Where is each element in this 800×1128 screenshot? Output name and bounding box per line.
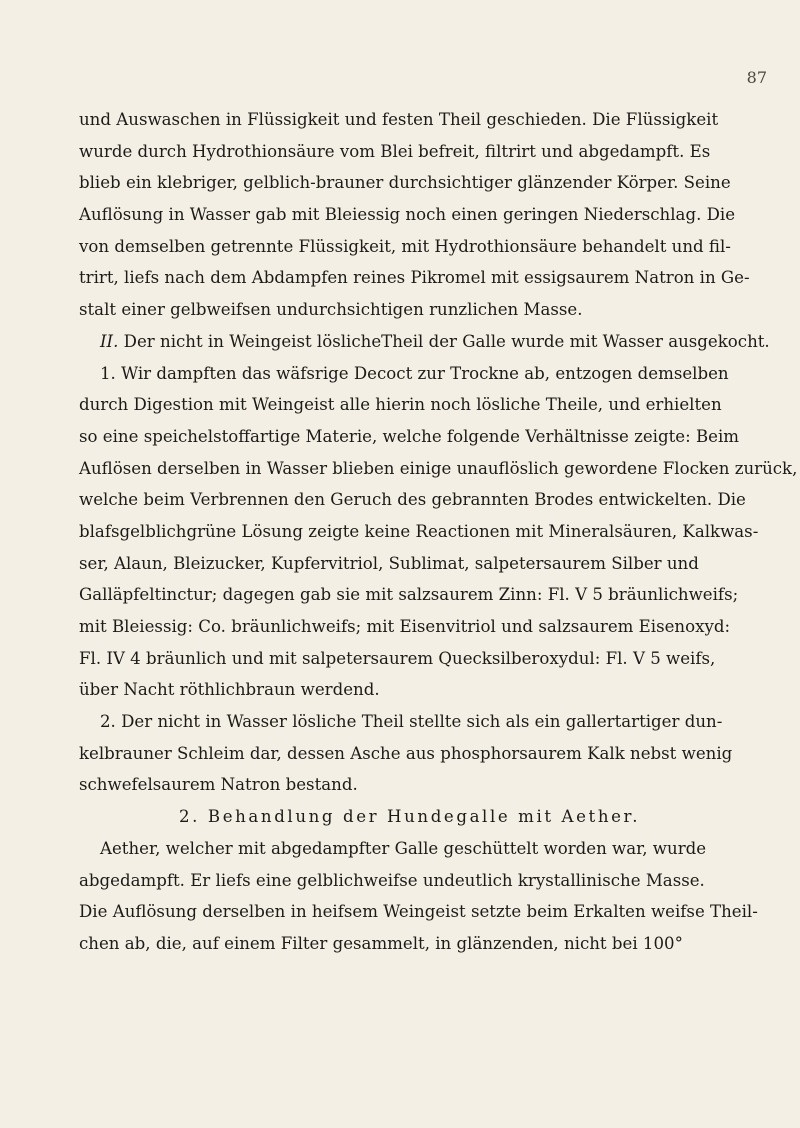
subheading-number: 2.	[179, 807, 201, 827]
section-two-text: Der nicht in Weingeist löslicheTheil der Galle wurde mit Wasser ausgekocht.	[123, 331, 770, 351]
body-text	[79, 104, 798, 960]
text-line: mit Bleiessig: Co. bräunlichweifs; mit Eisenvitriol und salzsaurem Eisenoxyd:	[79, 617, 731, 636]
text-line: über Nacht röthlichbraun werdend.	[79, 680, 380, 700]
text-line: Die Auflösung derselben in heifsem Weingeist setzte beim Erkalten weifse Theil-	[79, 902, 758, 922]
text-line: Fl. IV 4 bräunlich und mit salpetersaurem Quecksilberoxydul: Fl. V 5 weifs,	[79, 648, 716, 668]
text-line: von demselben getrennte Flüssigkeit, mit Hydrothionsäure behandelt und fil-	[79, 236, 731, 256]
text-line: welche beim Verbrennen den Geruch des gebrannten Brodes entwickelten. Die	[79, 490, 746, 510]
text-line: so eine speichelstoffartige Materie, welche folgende Verhältnisse zeigte: Beim	[79, 426, 740, 446]
subheading-title: Behandlung der Hundegalle mit Aether.	[207, 807, 641, 827]
text-line: Auflösen derselben in Wasser blieben einige unauflöslich gewordene Flocken zurück,	[79, 458, 798, 478]
section-two-line	[79, 326, 770, 358]
text-line: blafsgelblichgrüne Lösung zeigte keine Reactionen mit Mineralsäuren, Kalkwas-	[79, 521, 759, 541]
text-line: chen ab, die, auf einem Filter gesammelt, in glänzenden, nicht bei 100°	[79, 933, 683, 953]
text-line: Auflösung in Wasser gab mit Bleiessig noch einen geringen Niederschlag. Die	[79, 205, 736, 225]
text-line: 2. Der nicht in Wasser lösliche Theil stellte sich als ein gallertartiger dun-	[100, 712, 723, 732]
text-line: durch Digestion mit Weingeist alle hierin noch lösliche Theile, und erhielten	[79, 395, 722, 415]
text-line: schwefelsaurem Natron bestand.	[79, 775, 358, 795]
text-line: wurde durch Hydrothionsäure vom Blei befreit, filtrirt und abgedampft. Es	[79, 141, 711, 161]
text-line: trirt, liefs nach dem Abdampfen reines Pikromel mit essigsaurem Natron in Ge-	[79, 268, 750, 288]
text-line: Aether, welcher mit abgedampfter Galle geschüttelt worden war, wurde	[100, 838, 707, 858]
text-line: kelbrauner Schleim dar, dessen Asche aus phosphorsaurem Kalk nebst wenig	[79, 743, 733, 763]
text-line: Galläpfeltinctur; dagegen gab sie mit salzsaurem Zinn: Fl. V 5 bräunlichweifs;	[79, 585, 739, 605]
text-line: ser, Alaun, Bleizucker, Kupfervitriol, Sublimat, salpetersaurem Silber und	[79, 553, 699, 573]
text-line: blieb ein klebriger, gelblich-brauner durchsichtiger glänzender Körper. Seine	[79, 173, 731, 193]
subheading-line	[79, 801, 681, 833]
text-line: stalt einer gelbweifsen undurchsichtigen runzlichen Masse.	[79, 300, 583, 320]
text-line: und Auswaschen in Flüssigkeit und festen Theil geschieden. Die Flüssigkeit	[79, 110, 719, 129]
section-number: II.	[100, 331, 119, 351]
text-line: 1. Wir dampften das wäfsrige Decoct zur Trockne ab, entzogen demselben	[100, 363, 729, 383]
page-number: 87	[746, 68, 767, 87]
text-line: abgedampft. Er liefs eine gelblichweifse undeutlich krystallinische Masse.	[79, 870, 705, 890]
